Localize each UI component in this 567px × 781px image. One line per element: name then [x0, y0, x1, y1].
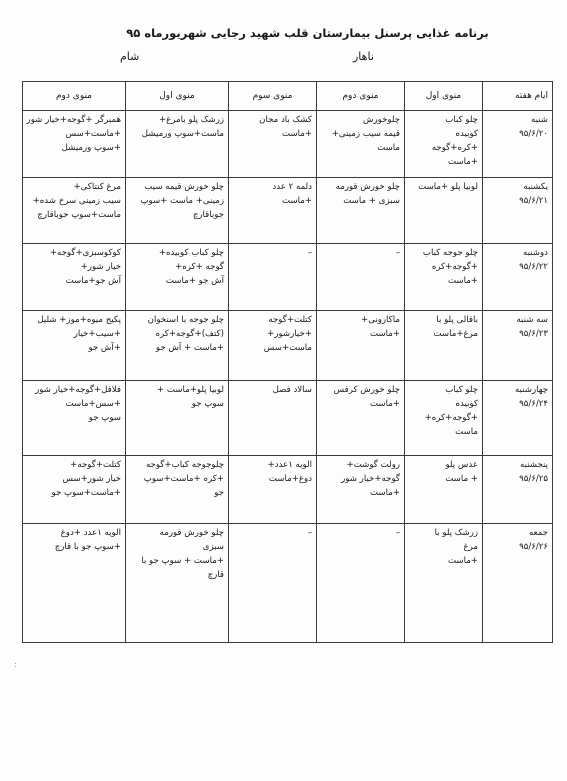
menu-item-line: لوبیا پلو +ماست — [418, 181, 478, 192]
menu-item-line: کشک باد مجان — [259, 115, 312, 125]
menu-item-line: مرغ — [463, 542, 478, 553]
menu-item-line: ماست+سوپ جوباقارچ — [37, 209, 121, 220]
menu-item-line: چلوخورش — [363, 115, 400, 125]
menu-item-line: چلو خورش قورمه — [335, 181, 400, 192]
menu-item-line: گوجه +کره+ — [175, 262, 224, 273]
table-row — [23, 380, 553, 455]
day-name: چهارشنبه — [514, 384, 548, 395]
menu-cell-lunch-3 — [229, 111, 317, 178]
menu-item-line: +ماست — [447, 556, 478, 567]
menu-cell-lunch-1 — [405, 111, 483, 178]
menu-item-line: چلو کباب کوبیده+ — [158, 248, 224, 259]
menu-item-line: – — [307, 248, 312, 259]
menu-table — [22, 81, 553, 643]
day-name: سه شنبه — [516, 314, 548, 325]
menu-item-line: +کره +ماست+سوپ — [143, 473, 224, 484]
menu-item-line: +سیب+خیار — [73, 328, 121, 339]
menu-cell-lunch-3 — [229, 380, 317, 455]
menu-item-line: +ماست — [447, 276, 478, 287]
day-cell — [483, 111, 553, 178]
menu-cell-dinner-1 — [126, 111, 229, 178]
menu-cell-lunch-1 — [405, 177, 483, 244]
menu-cell-dinner-1 — [126, 244, 229, 311]
menu-item-line: چلو خورش کرفس — [333, 384, 400, 395]
document-title: برنامه غذایی پرسنل بیمارستان قلب شهید رجایی شهریورماه ۹۵ — [126, 26, 489, 40]
menu-item-line: +ماست — [369, 487, 400, 498]
menu-item-line: خیار شور+سس — [62, 473, 121, 484]
table-row — [23, 455, 553, 524]
menu-item-line: پکیج میوه+موز+ شلیل — [37, 314, 121, 325]
menu-item-line: خیار شور+ — [80, 262, 121, 273]
menu-item-line: +ماست — [369, 398, 400, 409]
day-cell — [483, 380, 553, 455]
menu-item-line: دلمه ۲ عدد — [272, 181, 312, 192]
day-cell — [483, 177, 553, 244]
header-days: ایام هفته — [483, 82, 553, 111]
menu-item-line: ماست+سس — [263, 342, 312, 353]
menu-item-line: جو — [214, 487, 224, 498]
menu-item-line: +خیارشور+ — [267, 328, 312, 339]
menu-cell-lunch-1 — [405, 380, 483, 455]
day-cell — [483, 455, 553, 524]
menu-item-line: – — [395, 248, 400, 259]
menu-cell-lunch-2 — [317, 244, 405, 311]
margin-mark: : — [14, 660, 17, 669]
day-date: ۹۵/۶/۲۱ — [519, 195, 548, 206]
menu-item-line: مرغ+ماست — [433, 328, 478, 339]
menu-item-line: کتلت+گوجه — [268, 314, 312, 325]
menu-item-line: جوباقارچ — [192, 209, 224, 220]
menu-item-line: دوغ+ماست — [268, 473, 312, 484]
day-name: یکشنبه — [523, 181, 548, 192]
menu-cell-dinner-2 — [23, 177, 126, 244]
menu-item-line: قارچ — [207, 570, 224, 581]
menu-item-line: قیمه سیب زمینی+ — [331, 129, 400, 139]
menu-cell-lunch-2 — [317, 524, 405, 643]
header-lunch-menu-2: منوی دوم — [317, 82, 405, 111]
menu-item-line: زرشک پلو با — [434, 528, 478, 539]
menu-item-line: چلو خورش قیمه سیب — [144, 181, 224, 192]
menu-table-body — [23, 111, 553, 643]
menu-cell-dinner-1 — [126, 524, 229, 643]
day-date: ۹۵/۶/۲۵ — [519, 473, 548, 484]
menu-cell-lunch-1 — [405, 244, 483, 311]
menu-cell-lunch-2 — [317, 111, 405, 178]
menu-item-line: سبزی + ماست — [343, 195, 400, 206]
menu-item-line: کوبیده — [455, 129, 478, 139]
menu-item-line: +گوجه+کره+ — [424, 412, 478, 423]
dinner-heading: شام — [120, 50, 140, 63]
header-lunch-menu-1: منوی اول — [405, 82, 483, 111]
menu-item-line: +ماست — [281, 195, 312, 206]
menu-cell-dinner-2 — [23, 310, 126, 380]
menu-item-line: چلو جوجه کباب — [422, 248, 478, 259]
menu-item-line: کتلت+گوجه+ — [70, 459, 121, 470]
menu-cell-lunch-3 — [229, 310, 317, 380]
menu-item-line: (کتف)+گوجه+کره — [155, 328, 224, 339]
menu-item-line: +ماست — [369, 328, 400, 339]
menu-item-line: +ماست — [281, 129, 312, 139]
menu-item-line: سیب زمینی سرخ شده+ — [32, 195, 121, 206]
table-row — [23, 524, 553, 643]
menu-cell-dinner-2 — [23, 455, 126, 524]
menu-cell-dinner-1 — [126, 310, 229, 380]
menu-item-line: چلو خورش قورمه — [159, 528, 224, 539]
menu-item-line: فلافل+گوجه+خیار شور — [35, 384, 121, 395]
menu-item-line: رولت گوشت+ — [346, 459, 400, 470]
menu-item-line: +سوپ جو با قارچ — [54, 542, 121, 553]
menu-item-line: الویه ۱عدد+ — [267, 459, 312, 470]
menu-item-line: +ماست + سوپ جو با — [141, 556, 224, 567]
day-name: دوشنبه — [523, 248, 548, 259]
menu-item-line: چلو کباب — [445, 384, 478, 395]
day-date: ۹۵/۶/۲۶ — [519, 542, 548, 553]
menu-cell-lunch-2 — [317, 455, 405, 524]
menu-item-line: چلوجوجه کباب+گوجه — [145, 459, 224, 470]
menu-item-line: زمینی+ ماست +سوپ — [140, 195, 224, 206]
menu-cell-lunch-3 — [229, 177, 317, 244]
menu-item-line: سالاد فصل — [272, 384, 312, 395]
table-row — [23, 244, 553, 311]
day-date: ۹۵/۶/۲۴ — [519, 398, 548, 409]
menu-cell-lunch-1 — [405, 455, 483, 524]
menu-item-line: +ماست — [447, 157, 478, 167]
menu-item-line: همبرگر +گوجه+خیار شور — [26, 115, 121, 125]
menu-cell-lunch-3 — [229, 244, 317, 311]
menu-item-line: ماکارونی+ — [361, 314, 400, 325]
menu-item-line: لوبیا پلو+ماست + — [156, 384, 224, 395]
menu-item-line: +سس+ماست — [65, 398, 121, 409]
menu-item-line: + ماست — [445, 473, 478, 484]
menu-cell-lunch-2 — [317, 380, 405, 455]
menu-cell-dinner-1 — [126, 455, 229, 524]
menu-item-line: سبزی — [202, 542, 224, 553]
menu-item-line: سوپ جو — [88, 412, 121, 423]
day-cell — [483, 244, 553, 311]
menu-item-line: +کره+گوجه — [431, 143, 478, 153]
menu-item-line: +ماست+سس — [65, 129, 121, 139]
menu-item-line: آش جو+ماست — [65, 276, 121, 287]
header-dinner-menu-1: منوی اول — [126, 82, 229, 111]
menu-item-line: ماست — [377, 143, 400, 153]
day-date: ۹۵/۶/۲۰ — [519, 129, 548, 139]
menu-cell-lunch-2 — [317, 177, 405, 244]
menu-item-line: ماست — [455, 426, 478, 437]
menu-item-line: +ماست+سوپ جو — [51, 487, 121, 498]
table-row — [23, 177, 553, 244]
menu-cell-dinner-2 — [23, 111, 126, 178]
menu-item-line: +گوجه+کره — [431, 262, 478, 273]
menu-cell-lunch-3 — [229, 455, 317, 524]
menu-item-line: آش جو +ماست — [165, 276, 224, 287]
menu-item-line: چلو کباب — [445, 115, 478, 125]
table-row — [23, 310, 553, 380]
day-name: شنبه — [531, 115, 548, 125]
menu-cell-dinner-2 — [23, 380, 126, 455]
menu-cell-lunch-2 — [317, 310, 405, 380]
menu-item-line: گوجه+خیار شور — [341, 473, 400, 484]
menu-cell-dinner-1 — [126, 380, 229, 455]
day-date: ۹۵/۶/۲۳ — [519, 328, 548, 339]
menu-item-line: سوپ جو — [191, 398, 224, 409]
lunch-heading: ناهار — [353, 50, 374, 63]
menu-cell-lunch-1 — [405, 524, 483, 643]
menu-item-line: کوبیده — [455, 398, 478, 409]
day-name: پنجشنبه — [520, 459, 548, 470]
menu-cell-lunch-3 — [229, 524, 317, 643]
menu-item-line: مرغ کنتاکی+ — [73, 181, 121, 192]
day-name: جمعه — [528, 528, 548, 539]
header-dinner-menu-2: منوی دوم — [23, 82, 126, 111]
menu-cell-dinner-2 — [23, 244, 126, 311]
menu-item-line: عدس پلو — [445, 459, 478, 470]
menu-cell-dinner-2 — [23, 524, 126, 643]
menu-item-line: +ماست + آش جو — [155, 342, 224, 353]
day-cell — [483, 524, 553, 643]
menu-cell-dinner-1 — [126, 177, 229, 244]
menu-item-line: الویه ۱عدد +دوغ — [60, 528, 121, 539]
header-lunch-menu-3: منوی سوم — [229, 82, 317, 111]
menu-item-line: چلو جوجه با استخوان — [147, 314, 224, 325]
day-cell — [483, 310, 553, 380]
menu-item-line: – — [307, 528, 312, 539]
menu-item-line: ماست+سوپ ورمیشل — [141, 129, 224, 139]
day-date: ۹۵/۶/۲۲ — [519, 262, 548, 273]
table-row — [23, 111, 553, 178]
menu-item-line: – — [395, 528, 400, 539]
menu-item-line: +آش جو — [88, 342, 121, 353]
menu-item-line: باقالی پلو با — [436, 314, 478, 325]
menu-item-line: زرشک پلو بامرغ+ — [158, 115, 224, 125]
table-header-row — [23, 82, 553, 111]
menu-item-line: کوکوسبزی+گوجه+ — [49, 248, 121, 259]
menu-cell-lunch-1 — [405, 310, 483, 380]
menu-item-line: +سوپ ورمیشل — [61, 143, 121, 153]
